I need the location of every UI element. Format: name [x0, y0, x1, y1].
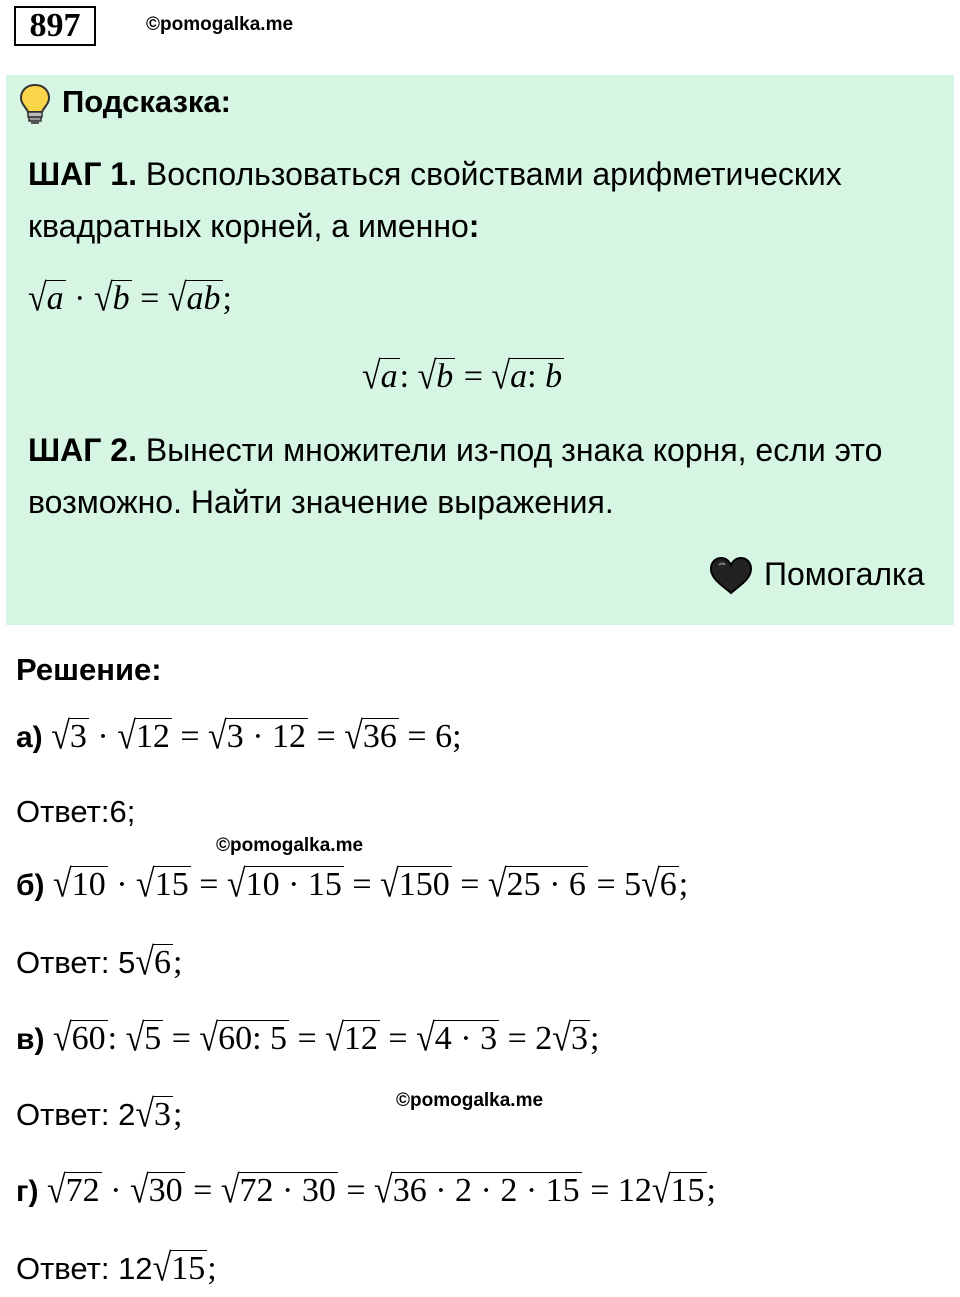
solution-title: Решение: [16, 652, 162, 687]
step1-line2: квадратных корней, а именно [28, 208, 469, 244]
heart-icon [708, 556, 754, 596]
step2-text [28, 424, 882, 528]
formula-quotient: √a: √b = √a: b [362, 355, 563, 398]
watermark: ©pomogalka.me [146, 14, 294, 35]
step2-label: ШАГ 2. [28, 432, 137, 468]
solution-a: а) √3 · √12 = √3 · 12 = √36 = 6; [16, 715, 462, 758]
lightbulb-icon [18, 82, 52, 126]
solution-d: г) √72 · √30 = √72 · 30 = √36 · 2 · 2 · 15 = 12√15; [16, 1169, 716, 1212]
answer-b: Ответ: 5√6; [16, 941, 183, 984]
step1-line1: Воспользоваться свойствами арифметических [136, 156, 842, 192]
step2-line2: возможно. Найти значение выражения. [28, 484, 614, 520]
problem-number: 897 [14, 6, 96, 46]
brand-name: Помогалка [764, 556, 925, 592]
answer-d: Ответ: 12√15; [16, 1247, 217, 1290]
step1-colon: : [468, 208, 480, 244]
solution-b: б) √10 · √15 = √10 · 15 = √150 = √25 · 6 = 5√6; [16, 863, 689, 906]
answer-a: Ответ:6; [16, 794, 136, 829]
solution-c: в) √60: √5 = √60: 5 = √12 = √4 · 3 = 2√3; [16, 1017, 600, 1060]
watermark-2: ©pomogalka.me [216, 835, 364, 856]
step1-text [28, 148, 842, 252]
hint-title: Подсказка: [62, 84, 231, 119]
formula-product: √a · √b = √ab; [28, 277, 232, 320]
answer-c: Ответ: 2√3; [16, 1093, 183, 1136]
step1-label: ШАГ 1. [28, 156, 137, 192]
watermark-3: ©pomogalka.me [396, 1090, 544, 1111]
step2-line1: Вынести множители из-под знака корня, если это [136, 432, 883, 468]
